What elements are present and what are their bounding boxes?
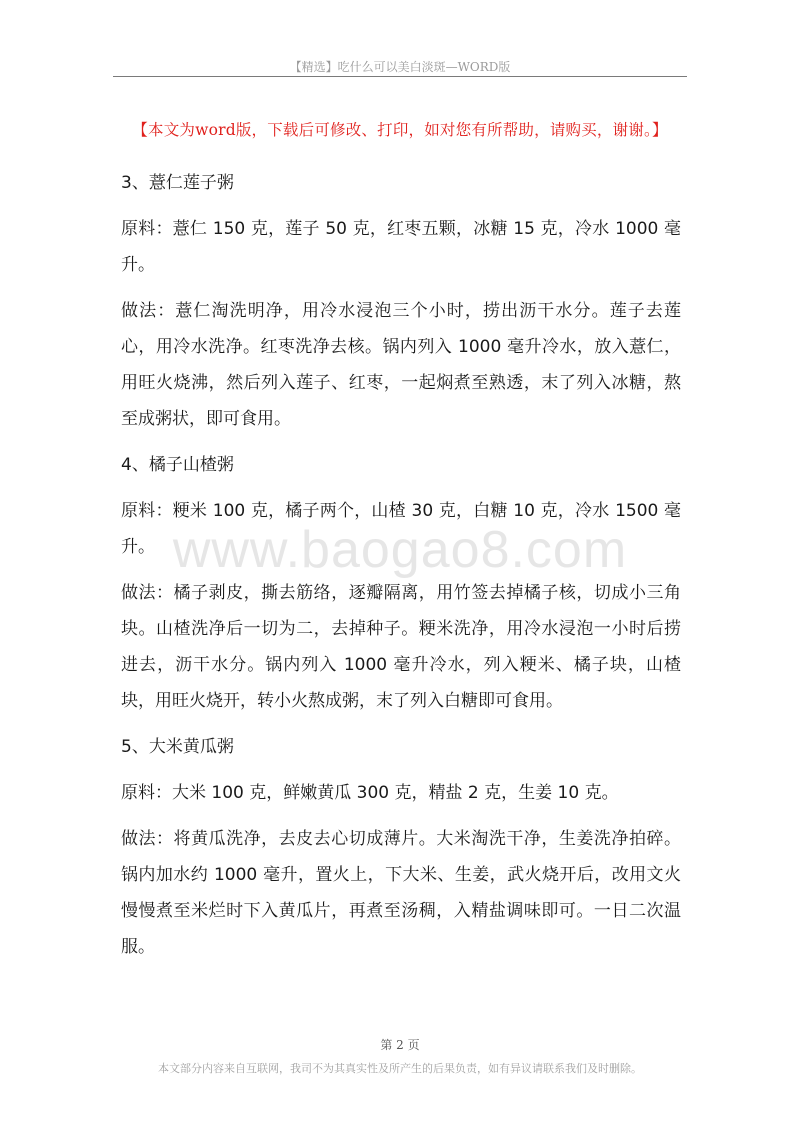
purchase-notice: 【本文为word版，下载后可修改、打印，如对您有所帮助，请购买，谢谢。】 [132,121,668,139]
recipe-method: 做法：橘子剥皮，撕去筋络，逐瓣隔离，用竹签去掉橘子核，切成小三角块。山楂洗净后一切为二，去掉种子。粳米洗净，用冷水浸泡一小时后捞进去，沥干水分。锅内列入 1000 毫升冷水，列入粳米、橘子块，山楂块，用旺火烧开，转小火熬成粥，末了列入白糖即可食用。 [121,583,681,711]
watermark: www.baogao8.com [172,521,628,579]
recipe-4 [121,447,681,719]
page-number: 第 2 页 [380,1038,420,1052]
recipe-method: 做法：将黄瓜洗净，去皮去心切成薄片。大米淘洗干净，生姜洗净拍碎。锅内加水约 1000 毫升，置火上，下大米、生姜，武火烧开后，改用文火慢慢煮至米烂时下入黄瓜片，再煮至汤稠，入精盐调味即可。一日二次温服。 [121,829,681,957]
recipe-ingredients: 原料：大米 100 克，鲜嫩黄瓜 300 克，精盐 2 克，生姜 10 克。 [121,783,619,803]
footer-disclaimer: 本文部分内容来自互联网，我司不为其真实性及所产生的后果负责，如有异议请联系我们及时删除。 [158,1062,642,1075]
header-title: 【精选】吃什么可以美白淡斑—WORD版 [289,60,511,74]
recipe-ingredients: 原料：粳米 100 克，橘子两个，山楂 30 克，白糖 10 克，冷水 1500 毫升。 [121,501,681,557]
recipe-title: 3、薏仁莲子粥 [121,173,234,193]
recipe-5 [121,729,681,965]
recipe-ingredients: 原料：薏仁 150 克，莲子 50 克，红枣五颗，冰糖 15 克，冷水 1000 毫升。 [121,219,681,275]
recipe-title: 5、大米黄瓜粥 [121,737,234,757]
document-body [121,165,681,975]
recipe-title: 4、橘子山楂粥 [121,455,234,475]
header-divider [113,76,687,77]
recipe-3 [121,165,681,437]
recipe-method: 做法：薏仁淘洗明净，用冷水浸泡三个小时，捞出沥干水分。莲子去莲心，用冷水洗净。红枣洗净去核。锅内列入 1000 毫升冷水，放入薏仁，用旺火烧沸，然后列入莲子、红枣，一起焖煮至熟透，末了列入冰糖，熬至成粥状，即可食用。 [121,301,681,429]
